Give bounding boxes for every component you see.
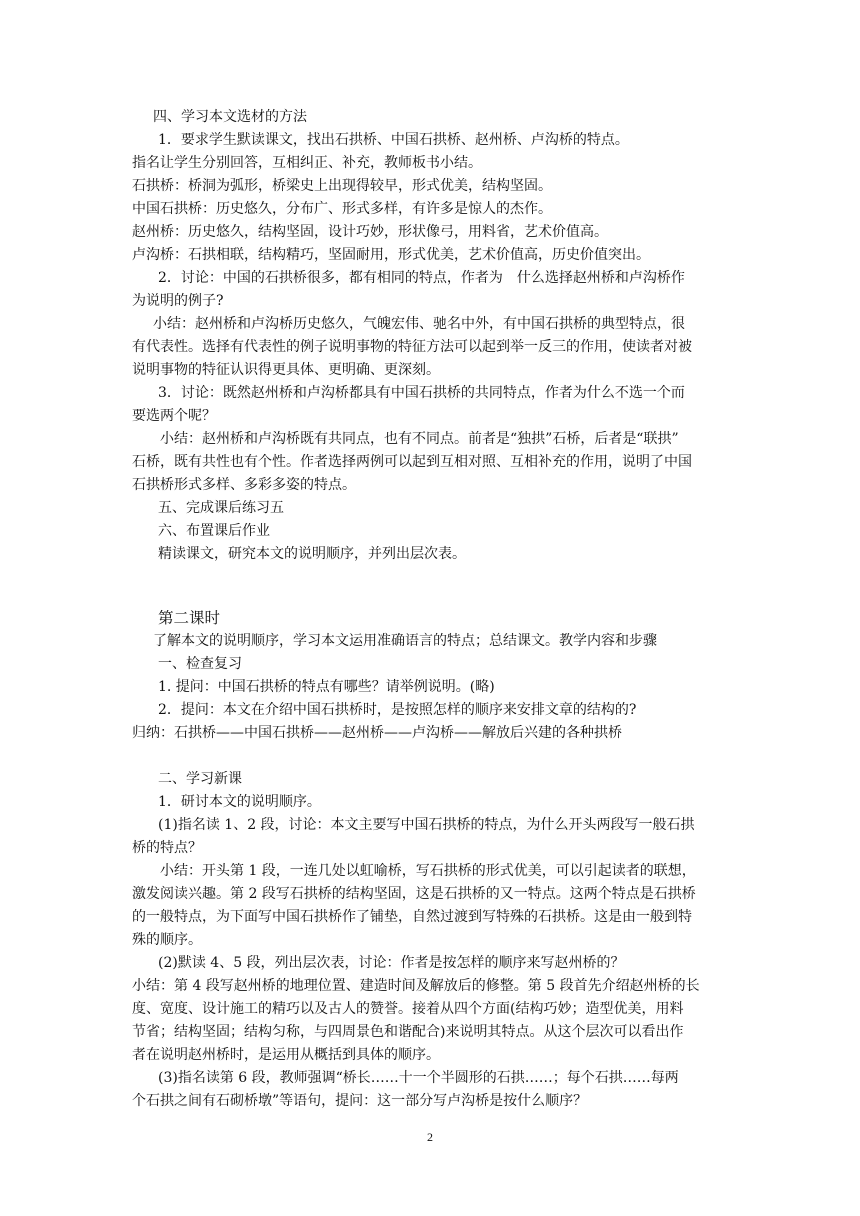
text-line: 六、布置课后作业 <box>158 523 270 539</box>
text-line: 说明事物的特征认识得更具体、更明确、更深刻。 <box>132 362 440 378</box>
text-line: 激发阅读兴趣。第 2 段写石拱桥的结构坚固，这是石拱桥的又一特点。这两个特点是石拱桥 <box>132 886 696 902</box>
text-line: 精读课文，研究本文的说明顺序，并列出层次表。 <box>158 546 466 562</box>
text-line: (3)指名读第 6 段，教师强调“桥长……十一个半圆形的石拱……；每个石拱……每两 <box>158 1070 679 1086</box>
text-line: 1．要求学生默读课文，找出石拱桥、中国石拱桥、赵州桥、卢沟桥的特点。 <box>158 132 629 148</box>
text-line: 石拱桥形式多样、多彩多姿的特点。 <box>132 477 356 493</box>
text-line: 殊的顺序。 <box>132 932 202 948</box>
text-line: 赵州桥：历史悠久，结构坚固，设计巧妙，形状像弓，用料省，艺术价值高。 <box>132 224 608 240</box>
text-line: 石拱桥：桥洞为弧形，桥梁史上出现得较早，形式优美，结构坚固。 <box>132 178 552 194</box>
text-line: 1. 提问：中国石拱桥的特点有哪些？请举例说明。(略) <box>158 679 495 695</box>
text-line: 指名让学生分别回答，互相纠正、补充，教师板书小结。 <box>132 155 482 171</box>
text-line: 中国石拱桥：历史悠久，分布广、形式多样，有许多是惊人的杰作。 <box>132 201 552 217</box>
text-line: (2)默读 4、5 段，列出层次表，讨论：作者是按怎样的顺序来写赵州桥的？ <box>158 955 625 971</box>
text-line: 小结：第 4 段写赵州桥的地理位置、建造时间及解放后的修整。第 5 段首先介绍赵州桥的长 <box>132 978 700 994</box>
text-line: 一、检查复习 <box>158 656 242 672</box>
section-heading: 第二课时 <box>158 609 221 627</box>
text-line: 度、宽度、设计施工的精巧以及古人的赞誉。接着从四个方面(结构巧妙；造型优美，用料 <box>132 1001 684 1017</box>
text-line: 了解本文的说明顺序，学习本文运用准确语言的特点；总结课文。教学内容和步骤 <box>153 633 657 649</box>
text-line: 五、完成课后练习五 <box>158 500 284 516</box>
text-line: 节省；结构坚固；结构匀称，与四周景色和谐配合)来说明其特点。从这个层次可以看出作 <box>132 1024 684 1040</box>
text-line: 2．提问：本文在介绍中国石拱桥时，是按照怎样的顺序来安排文章的结构的? <box>158 702 637 718</box>
text-line: 的一般特点，为下面写中国石拱桥作了铺垫，自然过渡到写特殊的石拱桥。这是由一般到特 <box>132 909 692 925</box>
text-line: 者在说明赵州桥时，是运用从概括到具体的顺序。 <box>132 1047 440 1063</box>
text-line: 四、学习本文选材的方法 <box>153 109 307 125</box>
text-line: 2．讨论：中国的石拱桥很多，都有相同的特点，作者为 什么选择赵州桥和卢沟桥作 <box>158 270 685 286</box>
text-line: 3．讨论：既然赵州桥和卢沟桥都具有中国石拱桥的共同特点，作者为什么不选一个而 <box>158 385 685 401</box>
text-line: 要选两个呢？ <box>132 408 216 424</box>
text-line: 卢沟桥：石拱相联，结构精巧，坚固耐用，形式优美，艺术价值高，历史价值突出。 <box>132 247 650 263</box>
text-line: 二、学习新课 <box>158 771 242 787</box>
text-line: 个石拱之间有石砌桥墩”等语句，提问：这一部分写卢沟桥是按什么顺序？ <box>132 1093 588 1109</box>
text-line: 有代表性。选择有代表性的例子说明事物的特征方法可以起到举一反三的作用，使读者对被 <box>132 339 692 355</box>
text-line: 小结：开头第 1 段，一连几处以虹喻桥，写石拱桥的形式优美，可以引起读者的联想， <box>160 863 696 879</box>
text-line: (1)指名读 1、2 段，讨论：本文主要写中国石拱桥的特点，为什么开头两段写一般石拱 <box>158 817 695 833</box>
text-line: 为说明的例子? <box>132 293 224 309</box>
text-line: 小结：赵州桥和卢沟桥历史悠久，气魄宏伟、驰名中外，有中国石拱桥的典型特点，很 <box>153 316 685 332</box>
text-line: 归纳：石拱桥——中国石拱桥——赵州桥——卢沟桥——解放后兴建的各种拱桥 <box>132 725 622 741</box>
page-number: 2 <box>427 1130 433 1144</box>
text-line: 石桥，既有共性也有个性。作者选择两例可以起到互相对照、互相补充的作用，说明了中国 <box>132 454 692 470</box>
text-line: 桥的特点？ <box>132 840 202 856</box>
text-line: 小结：赵州桥和卢沟桥既有共同点，也有不同点。前者是“独拱”石桥，后者是“联拱” <box>160 431 679 447</box>
text-line: 1．研讨本文的说明顺序。 <box>158 794 321 810</box>
